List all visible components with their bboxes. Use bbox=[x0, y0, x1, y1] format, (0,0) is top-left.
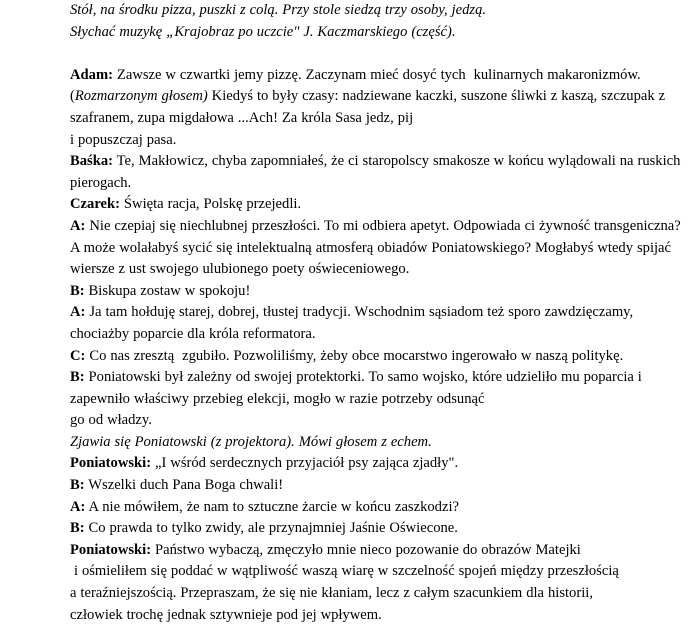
dialogue-text-segment: Zawsze w czwartki jemy pizzę. Zaczynam mieć dosyć tych kulinarnych makaronizmów. ( bbox=[70, 66, 645, 105]
stage-direction-line: Zjawia się Poniatowski (z projektora). Mówi głosem z echem. bbox=[70, 433, 432, 450]
speaker-label: B: bbox=[70, 282, 85, 299]
speaker-label: A: bbox=[70, 304, 86, 321]
dialogue-text-segment: Kiedyś to były czasy: nadziewane kaczki, suszone śliwki z kaszą, szczupak z szafranem, zupa migdałowa ...Ach! Za króla Sasa jedz, pij bbox=[70, 88, 670, 126]
dialogue-line bbox=[70, 151, 684, 194]
dialogue-line bbox=[70, 346, 684, 368]
dialogue-text-segment: Nie czepiaj się niechlubnej przeszłości. To mi odbiera apetyt. Odpowiada ci żywność transgeniczna? A może wolałabyś sycić się intelektualną atmosferą obiadów Poniatowskiego? Mogłabyś wtedy spijać wiersze z ust swojego ulubionego poety oświeceniowego. bbox=[70, 217, 684, 278]
dialogue-wrapped-line: go od władzy. bbox=[70, 412, 152, 429]
dialogue-italic-segment: Rozmarzonym głosem) bbox=[74, 88, 208, 105]
dialogue-text-segment: Ja tam hołduję starej, dobrej, tłustej tradycji. Wschodnim sąsiadom też sporo zawdzięczamy, chociażby poparcie dla króla reformatora. bbox=[70, 304, 638, 342]
document-text-body bbox=[70, 0, 684, 626]
dialogue-line bbox=[70, 216, 684, 281]
dialogue-line bbox=[70, 540, 684, 626]
paragraph-spacer bbox=[70, 43, 684, 65]
dialogue-line bbox=[70, 453, 684, 475]
speaker-label: B: bbox=[70, 369, 85, 386]
speaker-label: Adam: bbox=[70, 66, 113, 83]
speaker-label: A: bbox=[70, 498, 86, 515]
dialogue-line bbox=[70, 518, 684, 540]
speaker-label: B: bbox=[70, 520, 85, 537]
dialogue-line bbox=[70, 194, 684, 216]
dialogue-line bbox=[70, 302, 684, 345]
speaker-label: Poniatowski: bbox=[70, 541, 152, 558]
stage-direction-line: Słychać muzykę „Krajobraz po uczcie" J. Kaczmarskiego (część). bbox=[70, 23, 456, 40]
dialogue-text-segment: Państwo wybaczą, zmęczyło mnie nieco pozowanie do obrazów Matejki bbox=[151, 541, 581, 558]
stage-direction-line: Stół, na środku pizza, puszki z colą. Przy stole siedzą trzy osoby, jedzą. bbox=[70, 2, 487, 18]
dialogue-text-segment: Wszelki duch Pana Boga chwali! bbox=[84, 477, 284, 494]
speaker-label: Baśka: bbox=[70, 153, 113, 170]
dialogue-line bbox=[70, 475, 684, 497]
dialogue-text-segment: Poniatowski był zależny od swojej protektorki. To samo wojsko, które udzieliło mu poparcia i zapewniło właściwy przebieg elekcji, mogło w razie potrzeby odsunąć bbox=[70, 369, 646, 407]
dialogue-text-segment: Co nas zresztą zgubiło. Pozwoliliśmy, żeby obce mocarstwo ingerowało w naszą politykę. bbox=[85, 347, 624, 364]
dialogue-text-segment: Biskupa zostaw w spokoju! bbox=[84, 282, 251, 299]
dialogue-text-segment: A nie mówiłem, że nam to sztuczne żarcie w końcu zaszkodzi? bbox=[85, 498, 459, 515]
dialogue-line bbox=[70, 367, 684, 432]
dialogue-wrapped-line: i ośmieliłem się poddać w wątpliwość waszą wiarę w szczelność spojeń między przeszłością bbox=[70, 563, 619, 580]
dialogue-wrapped-line: a teraźniejszością. Przepraszam, że się nie kłaniam, lecz z całym szacunkiem dla historii, bbox=[70, 585, 593, 602]
dialogue-text-segment: „I wśród serdecznych przyjaciół psy zająca zjadły". bbox=[151, 455, 459, 472]
dialogue-line bbox=[70, 281, 684, 303]
dialogue-line bbox=[70, 65, 684, 151]
stage-direction bbox=[70, 432, 684, 454]
dialogue-text-segment: Co prawda to tylko zwidy, ale przynajmniej Jaśnie Oświecone. bbox=[84, 520, 458, 537]
speaker-label: C: bbox=[70, 347, 86, 364]
stage-direction bbox=[70, 0, 684, 43]
dialogue-text-segment: Te, Makłowicz, chyba zapomniałeś, że ci staropolscy smakosze w końcu wylądowali na ruskich pierogach. bbox=[70, 153, 685, 191]
speaker-label: A: bbox=[70, 217, 86, 234]
speaker-label: B: bbox=[70, 477, 85, 494]
speaker-label: Poniatowski: bbox=[70, 455, 152, 472]
dialogue-wrapped-line: człowiek trochę jednak sztywnieje pod jej wpływem. bbox=[70, 606, 382, 623]
dialogue-text-segment: Święta racja, Polskę przejedli. bbox=[119, 196, 302, 213]
dialogue-wrapped-line: i popuszczaj pasa. bbox=[70, 131, 177, 148]
dialogue-line bbox=[70, 497, 684, 519]
speaker-label: Czarek: bbox=[70, 196, 120, 213]
